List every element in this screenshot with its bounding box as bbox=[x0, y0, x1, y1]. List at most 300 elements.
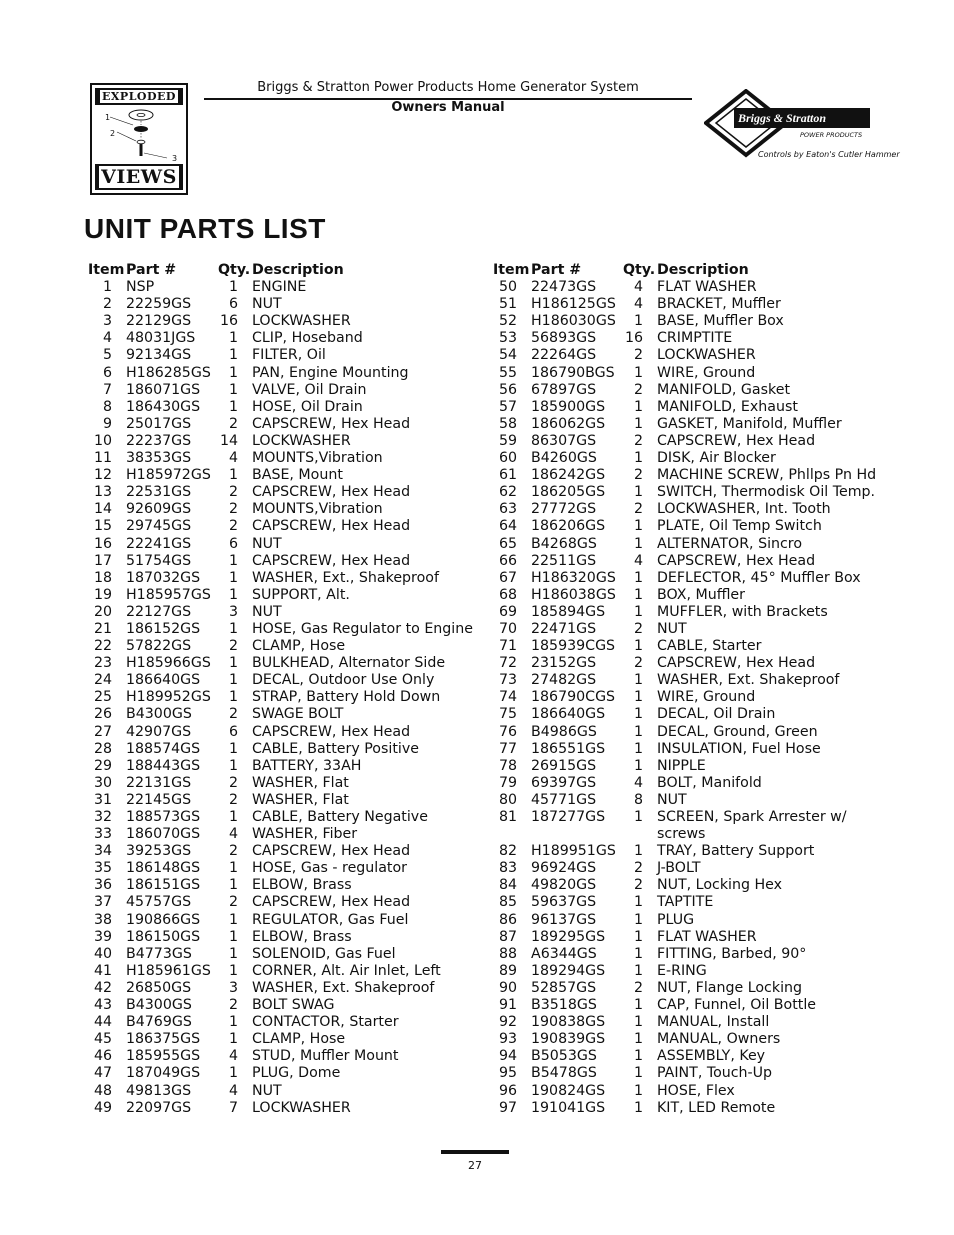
callout-3: 3 bbox=[172, 154, 178, 163]
part-number: 22127GS bbox=[126, 603, 192, 620]
part-number: 188443GS bbox=[126, 757, 201, 774]
quantity: 2 bbox=[633, 877, 643, 894]
badge-top-label: EXPLODED bbox=[95, 88, 183, 105]
description: TRAY, Battery Support bbox=[657, 843, 815, 860]
part-number: 190838GS bbox=[531, 1014, 606, 1031]
part-number: 186148GS bbox=[126, 860, 201, 877]
item-number: 39 bbox=[93, 928, 112, 945]
header-qty: Qty. bbox=[218, 262, 251, 278]
part-number: 57822GS bbox=[126, 638, 192, 655]
part-number: 27772GS bbox=[531, 501, 597, 518]
description: CORNER, Alt. Air Inlet, Left bbox=[252, 962, 441, 979]
part-number: 25017GS bbox=[126, 415, 192, 432]
item-number: 13 bbox=[93, 484, 112, 501]
item-number: 52 bbox=[498, 313, 517, 330]
description: SOLENOID, Gas Fuel bbox=[252, 945, 396, 962]
quantity: 1 bbox=[228, 655, 238, 672]
quantity: 2 bbox=[633, 381, 643, 398]
logo-tagline: Controls by Eaton's Cutler Hammer bbox=[758, 150, 900, 159]
quantity: 1 bbox=[228, 1014, 238, 1031]
item-number: 94 bbox=[498, 1048, 517, 1065]
item-number: 21 bbox=[93, 620, 112, 637]
description: BOLT, Manifold bbox=[657, 774, 762, 791]
description: CLAMP, Hose bbox=[252, 638, 346, 655]
part-number: 186150GS bbox=[126, 928, 201, 945]
part-number: H185957GS bbox=[126, 586, 211, 603]
description: INSULATION, Fuel Hose bbox=[657, 740, 821, 757]
quantity: 1 bbox=[633, 894, 643, 911]
part-number: 190866GS bbox=[126, 911, 201, 928]
part-number: 56893GS bbox=[531, 330, 597, 347]
item-number: 91 bbox=[498, 997, 517, 1014]
item-number: 51 bbox=[498, 296, 517, 313]
callout-1: 1 bbox=[105, 113, 111, 122]
part-number: NSP bbox=[126, 279, 155, 296]
badge-bottom-label: VIEWS bbox=[95, 164, 183, 190]
part-number: 51754GS bbox=[126, 552, 192, 569]
quantity: 1 bbox=[228, 398, 238, 415]
part-number: 186070GS bbox=[126, 826, 201, 843]
item-number: 92 bbox=[498, 1014, 517, 1031]
quantity: 1 bbox=[228, 279, 238, 296]
description: PLATE, Oil Temp Switch bbox=[657, 518, 822, 535]
quantity: 1 bbox=[633, 1065, 643, 1082]
part-number: 86307GS bbox=[531, 432, 597, 449]
item-number: 63 bbox=[498, 501, 517, 518]
quantity: 1 bbox=[633, 843, 643, 860]
description: BASE, Mount bbox=[252, 467, 343, 484]
part-number: A6344GS bbox=[531, 945, 597, 962]
part-number: 189295GS bbox=[531, 928, 606, 945]
description: NUT bbox=[252, 603, 282, 620]
quantity: 1 bbox=[228, 381, 238, 398]
description: BATTERY, 33AH bbox=[252, 757, 362, 774]
quantity: 2 bbox=[228, 997, 238, 1014]
item-number: 8 bbox=[102, 398, 112, 415]
description: J-BOLT bbox=[657, 860, 701, 877]
quantity: 4 bbox=[633, 552, 643, 569]
part-number: 29745GS bbox=[126, 518, 192, 535]
description: LOCKWASHER bbox=[252, 432, 351, 449]
part-number: 49820GS bbox=[531, 877, 597, 894]
quantity: 1 bbox=[633, 962, 643, 979]
quantity: 1 bbox=[633, 484, 643, 501]
part-number: 23152GS bbox=[531, 655, 597, 672]
quantity: 1 bbox=[633, 945, 643, 962]
item-number: 32 bbox=[93, 809, 112, 825]
quantity: 4 bbox=[228, 1048, 238, 1065]
part-number: 186205GS bbox=[531, 484, 606, 501]
part-number: 22259GS bbox=[126, 296, 192, 313]
item-number: 30 bbox=[93, 774, 112, 791]
description: ELBOW, Brass bbox=[252, 928, 352, 945]
description: NUT bbox=[252, 296, 282, 313]
description: BASE, Muffler Box bbox=[657, 313, 784, 330]
exploded-parts-illustration bbox=[95, 107, 183, 165]
part-number: H189951GS bbox=[531, 843, 616, 860]
item-number: 26 bbox=[93, 706, 112, 723]
part-number: B5053GS bbox=[531, 1048, 597, 1065]
quantity: 1 bbox=[633, 809, 643, 825]
quantity: 2 bbox=[228, 501, 238, 518]
quantity: 7 bbox=[228, 1099, 238, 1116]
part-number: H185972GS bbox=[126, 467, 211, 484]
part-number: 59637GS bbox=[531, 894, 597, 911]
quantity: 1 bbox=[633, 706, 643, 723]
description: TAPTITE bbox=[657, 894, 714, 911]
part-number: 190839GS bbox=[531, 1031, 606, 1048]
quantity: 14 bbox=[219, 432, 238, 449]
part-number: 186640GS bbox=[531, 706, 606, 723]
item-number: 11 bbox=[93, 450, 112, 467]
quantity: 2 bbox=[633, 467, 643, 484]
description: FITTING, Barbed, 90° bbox=[657, 945, 807, 962]
quantity: 2 bbox=[228, 894, 238, 911]
quantity: 1 bbox=[633, 364, 643, 381]
description: MOUNTS,Vibration bbox=[252, 501, 383, 518]
description: CABLE, Battery Positive bbox=[252, 740, 419, 757]
item-number: 29 bbox=[93, 757, 112, 774]
part-number: 45771GS bbox=[531, 791, 597, 808]
item-number: 62 bbox=[498, 484, 517, 501]
item-number: 57 bbox=[498, 398, 517, 415]
part-number: 186640GS bbox=[126, 672, 201, 689]
part-number: 26915GS bbox=[531, 757, 597, 774]
item-number: 6 bbox=[102, 364, 112, 381]
item-number: 18 bbox=[93, 569, 112, 586]
item-number: 83 bbox=[498, 860, 517, 877]
description: DISK, Air Blocker bbox=[657, 450, 776, 467]
item-number: 3 bbox=[102, 313, 112, 330]
item-number: 17 bbox=[93, 552, 112, 569]
description: LOCKWASHER, Int. Tooth bbox=[657, 501, 831, 518]
description: CAPSCREW, Hex Head bbox=[252, 894, 411, 911]
header-description: Description bbox=[252, 262, 344, 278]
description: CLIP, Hoseband bbox=[252, 330, 363, 347]
quantity: 1 bbox=[228, 620, 238, 637]
description: NUT bbox=[252, 535, 282, 552]
quantity: 6 bbox=[228, 296, 238, 313]
quantity: 1 bbox=[633, 689, 643, 706]
item-number: 69 bbox=[498, 603, 517, 620]
description: KIT, LED Remote bbox=[657, 1099, 776, 1116]
quantity: 1 bbox=[633, 1031, 643, 1048]
quantity: 4 bbox=[633, 296, 643, 313]
quantity: 1 bbox=[633, 1099, 643, 1116]
quantity: 1 bbox=[228, 740, 238, 757]
item-number: 53 bbox=[498, 330, 517, 347]
part-number: 190824GS bbox=[531, 1082, 606, 1099]
quantity: 1 bbox=[633, 603, 643, 620]
part-number: 39253GS bbox=[126, 843, 192, 860]
description: NUT bbox=[657, 620, 687, 637]
item-number: 67 bbox=[498, 569, 517, 586]
quantity: 2 bbox=[633, 432, 643, 449]
quantity: 1 bbox=[633, 997, 643, 1014]
description: BOX, Muffler bbox=[657, 586, 745, 603]
part-number: 45757GS bbox=[126, 894, 192, 911]
quantity: 1 bbox=[633, 535, 643, 552]
item-number: 46 bbox=[93, 1048, 112, 1065]
quantity: 1 bbox=[633, 1082, 643, 1099]
part-number: 38353GS bbox=[126, 450, 192, 467]
item-number: 76 bbox=[498, 723, 517, 740]
item-number: 71 bbox=[498, 638, 517, 655]
footer-bar bbox=[441, 1150, 509, 1154]
item-number: 9 bbox=[102, 415, 112, 432]
quantity: 2 bbox=[228, 791, 238, 808]
item-number: 80 bbox=[498, 791, 517, 808]
quantity: 1 bbox=[633, 569, 643, 586]
quantity: 3 bbox=[228, 603, 238, 620]
description: HOSE, Oil Drain bbox=[252, 398, 363, 415]
description: CABLE, Battery Negative bbox=[252, 809, 428, 825]
description: NUT bbox=[252, 1082, 282, 1099]
item-number: 68 bbox=[498, 586, 517, 603]
description: SWAGE BOLT bbox=[252, 706, 344, 723]
quantity: 4 bbox=[228, 450, 238, 467]
item-number: 43 bbox=[93, 997, 112, 1014]
part-number: 22145GS bbox=[126, 791, 192, 808]
item-number: 1 bbox=[102, 279, 112, 296]
part-number: 22531GS bbox=[126, 484, 192, 501]
item-number: 35 bbox=[93, 860, 112, 877]
callout-2: 2 bbox=[110, 129, 116, 138]
part-number: H186320GS bbox=[531, 569, 616, 586]
quantity: 1 bbox=[228, 569, 238, 586]
header-part: Part # bbox=[126, 262, 177, 278]
part-number: 92134GS bbox=[126, 347, 192, 364]
quantity: 2 bbox=[633, 860, 643, 877]
quantity: 1 bbox=[633, 398, 643, 415]
document-subtitle: Owners Manual bbox=[391, 100, 505, 115]
part-number: 22471GS bbox=[531, 620, 597, 637]
description: MANIFOLD, Exhaust bbox=[657, 398, 798, 415]
description: ASSEMBLY, Key bbox=[657, 1048, 766, 1065]
description: MANUAL, Install bbox=[657, 1014, 770, 1031]
part-number: B5478GS bbox=[531, 1065, 597, 1082]
part-number: 186151GS bbox=[126, 877, 201, 894]
part-number: 189294GS bbox=[531, 962, 606, 979]
description: MANUAL, Owners bbox=[657, 1031, 781, 1048]
part-number: 185939CGS bbox=[531, 638, 616, 655]
quantity: 2 bbox=[633, 501, 643, 518]
item-number: 84 bbox=[498, 877, 517, 894]
exploded-views-badge bbox=[90, 83, 188, 195]
quantity: 4 bbox=[228, 1082, 238, 1099]
quantity: 6 bbox=[228, 723, 238, 740]
part-number: H185966GS bbox=[126, 655, 211, 672]
item-number: 89 bbox=[498, 962, 517, 979]
item-number: 87 bbox=[498, 928, 517, 945]
description: WASHER, Flat bbox=[252, 791, 349, 808]
description: SWITCH, Thermodisk Oil Temp. bbox=[657, 484, 876, 501]
part-number: B4769GS bbox=[126, 1014, 192, 1031]
item-number: 16 bbox=[93, 535, 112, 552]
description: FLAT WASHER bbox=[657, 928, 757, 945]
part-number: 96924GS bbox=[531, 860, 597, 877]
item-number: 25 bbox=[93, 689, 112, 706]
description: CAPSCREW, Hex Head bbox=[252, 518, 411, 535]
quantity: 1 bbox=[228, 672, 238, 689]
description: CAPSCREW, Hex Head bbox=[252, 723, 411, 740]
part-number: 67897GS bbox=[531, 381, 597, 398]
quantity: 1 bbox=[633, 313, 643, 330]
description: CLAMP, Hose bbox=[252, 1031, 346, 1048]
part-number: 22241GS bbox=[126, 535, 192, 552]
item-number: 93 bbox=[498, 1031, 517, 1048]
quantity: 6 bbox=[228, 535, 238, 552]
part-number: 186375GS bbox=[126, 1031, 201, 1048]
description: STUD, Muffler Mount bbox=[252, 1048, 399, 1065]
description: DECAL, Outdoor Use Only bbox=[252, 672, 435, 689]
item-number: 33 bbox=[93, 826, 112, 843]
part-number: B4268GS bbox=[531, 535, 597, 552]
description: MACHINE SCREW, Phllps Pn Hd bbox=[657, 467, 877, 484]
quantity: 4 bbox=[633, 279, 643, 296]
quantity: 2 bbox=[228, 774, 238, 791]
description: PAN, Engine Mounting bbox=[252, 364, 409, 381]
item-number: 73 bbox=[498, 672, 517, 689]
description: CAPSCREW, Hex Head bbox=[657, 432, 816, 449]
description: BOLT SWAG bbox=[252, 997, 335, 1014]
part-number: 191041GS bbox=[531, 1099, 606, 1116]
part-number: 185900GS bbox=[531, 398, 606, 415]
item-number: 95 bbox=[498, 1065, 517, 1082]
description: FILTER, Oil bbox=[252, 347, 326, 364]
part-number: B4986GS bbox=[531, 723, 597, 740]
item-number: 15 bbox=[93, 518, 112, 535]
logo-wordmark: Briggs & Stratton bbox=[738, 111, 827, 125]
item-number: 96 bbox=[498, 1082, 517, 1099]
description: NUT bbox=[657, 791, 687, 808]
item-number: 59 bbox=[498, 432, 517, 449]
part-number: H186030GS bbox=[531, 313, 616, 330]
description: BULKHEAD, Alternator Side bbox=[252, 655, 446, 672]
description: REGULATOR, Gas Fuel bbox=[252, 911, 409, 928]
description: DECAL, Ground, Green bbox=[657, 723, 818, 740]
description: BRACKET, Muffler bbox=[657, 296, 781, 313]
item-number: 41 bbox=[93, 962, 112, 979]
item-number: 65 bbox=[498, 535, 517, 552]
quantity: 1 bbox=[228, 330, 238, 347]
part-number: 22237GS bbox=[126, 432, 192, 449]
item-number: 19 bbox=[93, 586, 112, 603]
description: PAINT, Touch-Up bbox=[657, 1065, 773, 1082]
description: LOCKWASHER bbox=[657, 347, 756, 364]
header-item: Item bbox=[493, 262, 530, 278]
quantity: 1 bbox=[633, 1048, 643, 1065]
description: CAPSCREW, Hex Head bbox=[252, 552, 411, 569]
quantity: 1 bbox=[228, 1065, 238, 1082]
part-number: 22131GS bbox=[126, 774, 192, 791]
description-continued: screws bbox=[657, 826, 706, 843]
item-number: 79 bbox=[498, 774, 517, 791]
part-number: 186071GS bbox=[126, 381, 201, 398]
quantity: 1 bbox=[633, 672, 643, 689]
item-number: 34 bbox=[93, 843, 112, 860]
item-number: 49 bbox=[93, 1099, 112, 1116]
item-number: 37 bbox=[93, 894, 112, 911]
quantity: 1 bbox=[228, 689, 238, 706]
part-number: B3518GS bbox=[531, 997, 597, 1014]
quantity: 16 bbox=[219, 313, 238, 330]
description: SCREEN, Spark Arrester w/ bbox=[657, 809, 847, 825]
part-number: H186125GS bbox=[531, 296, 616, 313]
description: GASKET, Manifold, Muffler bbox=[657, 415, 842, 432]
part-number: 186790CGS bbox=[531, 689, 616, 706]
quantity: 1 bbox=[228, 552, 238, 569]
item-number: 97 bbox=[498, 1099, 517, 1116]
quantity: 1 bbox=[228, 860, 238, 877]
part-number: 69397GS bbox=[531, 774, 597, 791]
item-number: 4 bbox=[102, 330, 112, 347]
description: CAPSCREW, Hex Head bbox=[252, 484, 411, 501]
header-qty: Qty. bbox=[623, 262, 656, 278]
quantity: 1 bbox=[228, 809, 238, 825]
part-number: 48031JGS bbox=[126, 330, 196, 347]
item-number: 58 bbox=[498, 415, 517, 432]
part-number: 187277GS bbox=[531, 809, 606, 825]
description: CAPSCREW, Hex Head bbox=[657, 552, 816, 569]
item-number: 70 bbox=[498, 620, 517, 637]
description: CABLE, Starter bbox=[657, 638, 762, 655]
item-number: 61 bbox=[498, 467, 517, 484]
part-number: 188574GS bbox=[126, 740, 201, 757]
item-number: 24 bbox=[93, 672, 112, 689]
part-number: 42907GS bbox=[126, 723, 192, 740]
item-number: 85 bbox=[498, 894, 517, 911]
description: CAPSCREW, Hex Head bbox=[252, 843, 411, 860]
item-number: 72 bbox=[498, 655, 517, 672]
description: STRAP, Battery Hold Down bbox=[252, 689, 441, 706]
quantity: 1 bbox=[633, 740, 643, 757]
quantity: 2 bbox=[633, 347, 643, 364]
description: MANIFOLD, Gasket bbox=[657, 381, 791, 398]
quantity: 1 bbox=[228, 364, 238, 381]
description: PLUG, Dome bbox=[252, 1065, 341, 1082]
quantity: 1 bbox=[633, 450, 643, 467]
description: ENGINE bbox=[252, 279, 307, 296]
quantity: 8 bbox=[633, 791, 643, 808]
description: CAPSCREW, Hex Head bbox=[657, 655, 816, 672]
item-number: 14 bbox=[93, 501, 112, 518]
quantity: 1 bbox=[228, 962, 238, 979]
part-number: 187049GS bbox=[126, 1065, 201, 1082]
page-number: 27 bbox=[468, 1159, 482, 1172]
part-number: 22097GS bbox=[126, 1099, 192, 1116]
part-number: H186285GS bbox=[126, 364, 211, 381]
quantity: 1 bbox=[633, 911, 643, 928]
item-number: 31 bbox=[93, 791, 112, 808]
item-number: 90 bbox=[498, 979, 517, 996]
part-number: 92609GS bbox=[126, 501, 192, 518]
quantity: 1 bbox=[228, 911, 238, 928]
description: NUT, Locking Hex bbox=[657, 877, 783, 894]
quantity: 2 bbox=[228, 518, 238, 535]
header-item: Item bbox=[88, 262, 125, 278]
item-number: 56 bbox=[498, 381, 517, 398]
quantity: 4 bbox=[228, 826, 238, 843]
description: NIPPLE bbox=[657, 757, 706, 774]
part-number: H189952GS bbox=[126, 689, 211, 706]
item-number: 82 bbox=[498, 843, 517, 860]
item-number: 54 bbox=[498, 347, 517, 364]
quantity: 1 bbox=[633, 928, 643, 945]
item-number: 50 bbox=[498, 279, 517, 296]
item-number: 20 bbox=[93, 603, 112, 620]
item-number: 88 bbox=[498, 945, 517, 962]
